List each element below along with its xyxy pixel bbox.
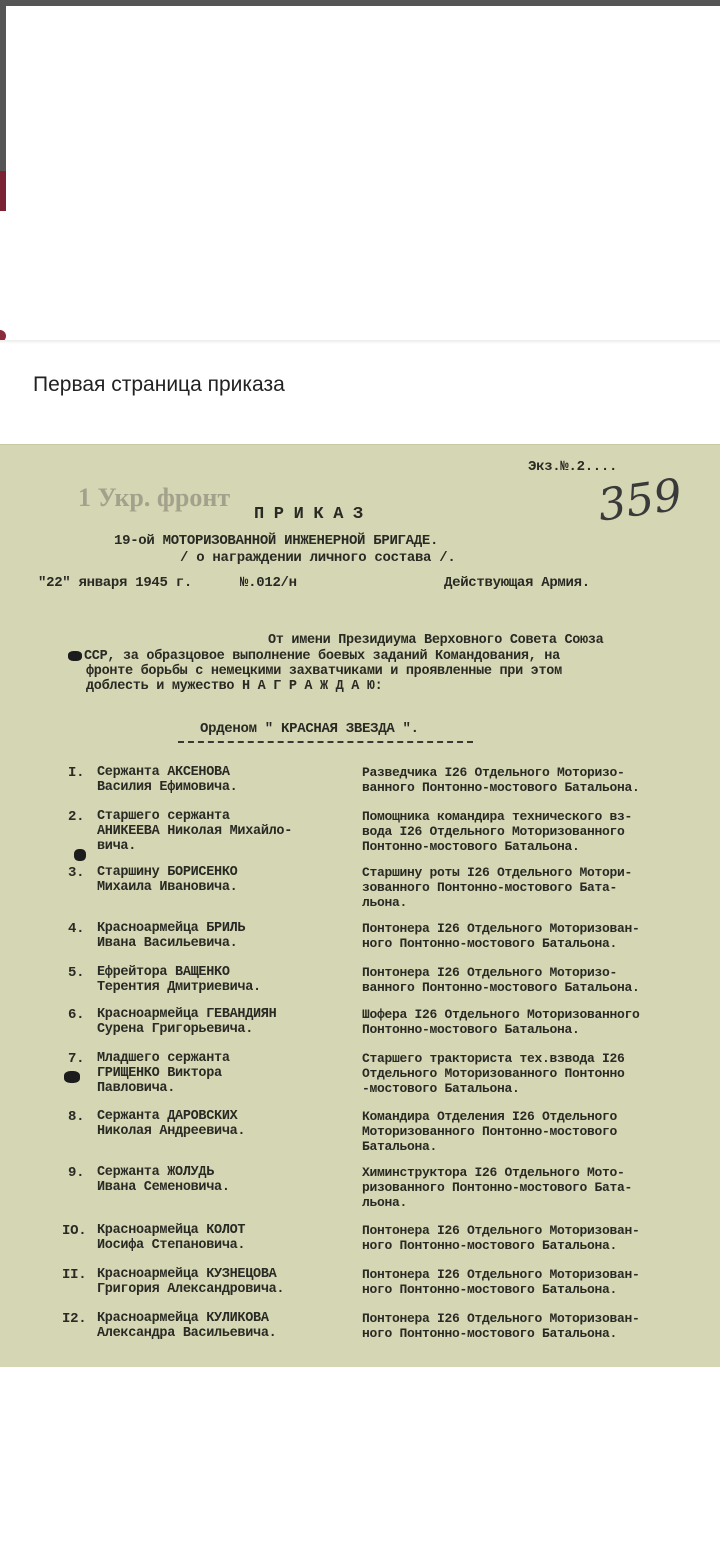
awardee-post-line: льона. [362, 895, 408, 910]
awardee-number: 2. [68, 809, 85, 825]
awardee-post-line: Старшину роты I26 Отдельного Мотори- [362, 865, 633, 880]
preamble-line: ССР, за образцовое выполнение боевых заданий Командования, на [84, 649, 560, 664]
awardee-name-line: Ивана Семеновича. [97, 1180, 230, 1195]
awardee-number: 4. [68, 921, 85, 937]
awardee-post-line: Понтонера I26 Отдельного Моторизован- [362, 921, 640, 936]
awardee-name-line: Красноармейца БРИЛЬ [97, 921, 246, 936]
awardee-name-line: Старшего сержанта [97, 809, 230, 824]
brigade-heading: 19-ой МОТОРИЗОВАННОЙ ИНЖЕНЕРНОЙ БРИГАДЕ. [114, 533, 439, 549]
awardee-post-line: Моторизованного Понтонно-мостового [362, 1124, 618, 1139]
awardee-name-line: АНИКЕЕВА Николая Михайло- [97, 824, 293, 839]
awardee-post-line: льона. [362, 1195, 408, 1210]
awardee-name-line: Ефрейтора ВАЩЕНКО [97, 965, 230, 980]
awardee-post-line: Понтонера I26 Отдельного Моторизован- [362, 1223, 640, 1238]
awardee-name-line: вича. [97, 839, 137, 854]
army-label: Действующая Армия. [444, 575, 590, 591]
preamble-line: От имени Президиума Верховного Совета Союза [268, 633, 604, 648]
awardee-post-line: Помощника командира технического вз- [362, 809, 633, 824]
awardee-post-line: Понтонера I26 Отдельного Моторизован- [362, 1311, 640, 1326]
awardee-name-line: Николая Андреевича. [97, 1124, 246, 1139]
awardee-post-line: зованного Понтонно-мостового Бата- [362, 880, 618, 895]
awardee-post-line: ванного Понтонно-мостового Батальона. [362, 780, 640, 795]
awardee-post-line: Старшего тракториста тех.взвода I26 [362, 1051, 625, 1066]
awardee-name-line: Младшего сержанта [97, 1051, 230, 1066]
order-name: Орденом " КРАСНАЯ ЗВЕЗДА ". [200, 721, 419, 737]
awardee-number: II. [62, 1267, 87, 1283]
awardee-name-line: Красноармейца КУЗНЕЦОВА [97, 1267, 277, 1282]
awardee-name-line: Сурена Григорьевича. [97, 1022, 254, 1037]
awardee-number: 8. [68, 1109, 85, 1125]
order-underline [178, 741, 473, 743]
awardee-post-line: Отдельного Моторизованного Понтонно [362, 1066, 625, 1081]
order-subject: / о награждении личного состава /. [180, 550, 456, 566]
awardee-post-line: ризованного Понтонно-мостового Бата- [362, 1180, 633, 1195]
awardee-post-line: Понтонно-мостового Батальона. [362, 1022, 580, 1037]
awardee-name-line: Красноармейца ГЕВАНДИЯН [97, 1007, 277, 1022]
awardee-post-line: Командира Отделения I26 Отдельного [362, 1109, 618, 1124]
document-scan[interactable] [0, 444, 720, 1367]
awardee-number: 3. [68, 865, 85, 881]
awardee-name-line: Сержанта ЖОЛУДЬ [97, 1165, 215, 1180]
awardee-post-line: Разведчика I26 Отдельного Моторизо- [362, 765, 625, 780]
awardee-post-line: вода I26 Отдельного Моторизованного [362, 824, 625, 839]
awardee-post-line: Понтонера I26 Отдельного Моторизован- [362, 1267, 640, 1282]
awardee-number: 9. [68, 1165, 85, 1181]
awardee-name-line: Старшину БОРИСЕНКО [97, 865, 238, 880]
blank-card [6, 6, 720, 340]
awardee-name-line: Василия Ефимовича. [97, 780, 238, 795]
card-shadow [0, 340, 720, 344]
awardee-post-line: Химинструктора I26 Отдельного Мото- [362, 1165, 625, 1180]
awardee-name-line: Терентия Дмитриевича. [97, 980, 261, 995]
order-date-text: "22" января 1945 г. [38, 575, 192, 591]
awardee-name-line: Ивана Васильевича. [97, 936, 238, 951]
awardee-post-line: -мостового Батальона. [362, 1081, 520, 1096]
order-date [38, 575, 297, 591]
awardee-number: 6. [68, 1007, 85, 1023]
awardee-post-line: ванного Понтонно-мостового Батальона. [362, 980, 640, 995]
awardee-name-line: ГРИЩЕНКО Виктора [97, 1066, 222, 1081]
ink-blot [64, 1071, 80, 1083]
awardee-post-line: Понтонно-мостового Батальона. [362, 839, 580, 854]
awardee-name-line: Сержанта АКСЕНОВА [97, 765, 230, 780]
awardee-number: I2. [62, 1311, 87, 1327]
awardee-name-line: Михаила Ивановича. [97, 880, 238, 895]
awardee-number: 7. [68, 1051, 85, 1067]
awardee-name-line: Красноармейца КОЛОТ [97, 1223, 246, 1238]
image-caption: Первая страница приказа [33, 373, 285, 396]
awardee-name-line: Григория Александровича. [97, 1282, 285, 1297]
document-title: П Р И К А З [254, 505, 363, 524]
awardee-name-line: Александра Васильевича. [97, 1326, 277, 1341]
awardee-name-line: Красноармейца КУЛИКОВА [97, 1311, 269, 1326]
awardee-number: 5. [68, 965, 85, 981]
awardee-post-line: ного Понтонно-мостового Батальона. [362, 936, 618, 951]
preamble-line: доблесть и мужество Н А Г Р А Ж Д А Ю: [86, 679, 383, 694]
awardee-number: IO. [62, 1223, 87, 1239]
awardee-post-line: Шофера I26 Отдельного Моторизованного [362, 1007, 640, 1022]
awardee-post-line: ного Понтонно-мостового Батальона. [362, 1282, 618, 1297]
preamble-line: фронте борьбы с немецкими захватчиками и проявленные при этом [86, 664, 562, 679]
awardee-post-line: ного Понтонно-мостового Батальона. [362, 1238, 618, 1253]
faint-stamp-text: 1 Укр. фронт [78, 483, 231, 512]
handwritten-number: 359 [594, 469, 686, 532]
awardee-name-line: Павловича. [97, 1081, 176, 1096]
awardee-name-line: Иосифа Степановича. [97, 1238, 246, 1253]
awardee-post-line: ного Понтонно-мостового Батальона. [362, 1326, 618, 1341]
awardee-post-line: Понтонера I26 Отдельного Моторизо- [362, 965, 618, 980]
ink-blot [74, 849, 86, 861]
awardee-number: I. [68, 765, 85, 781]
awardee-post-line: Батальона. [362, 1139, 438, 1154]
copy-number: Экз.№.2.... [528, 459, 618, 475]
order-number: №.012/н [240, 575, 297, 591]
ink-blot [68, 651, 82, 661]
awardee-name-line: Сержанта ДАРОВСКИХ [97, 1109, 238, 1124]
